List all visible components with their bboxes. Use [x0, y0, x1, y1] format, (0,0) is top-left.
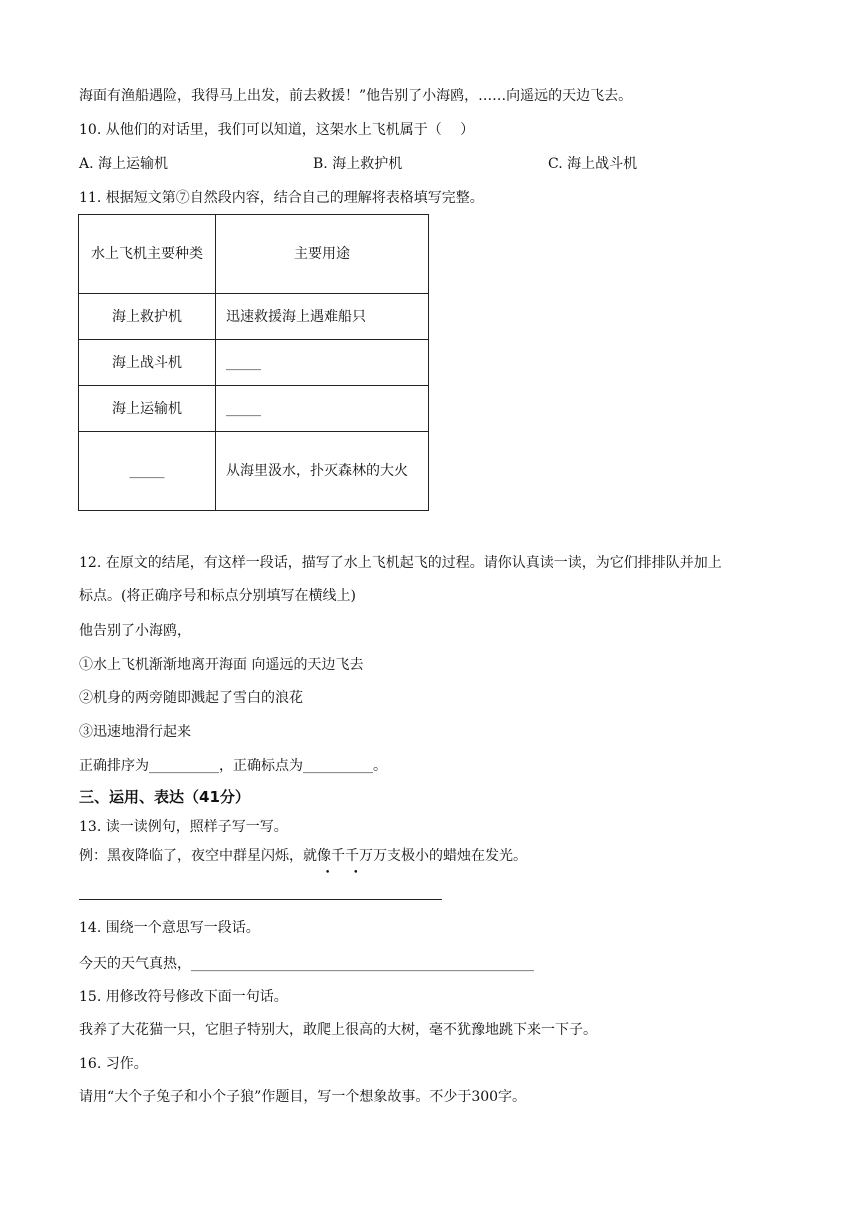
q13-stem: 13. 读一读例句，照样子写一写。	[79, 819, 288, 835]
table-blank[interactable]: _____	[79, 432, 216, 511]
table-cell: 迅速救援海上遇难船只	[216, 294, 429, 340]
q15-stem: 15. 用修改符号修改下面一句话。	[79, 989, 288, 1005]
q12-item-3: ③迅速地滑行起来	[79, 724, 191, 740]
q15-sentence: 我养了大花猫一只，它胆子特别大，敢爬上很高的大树，毫不犹豫地跳下来一下子。	[79, 1022, 597, 1038]
q12-answer-line[interactable]: 正确排序为__________，正确标点为__________。	[79, 758, 387, 774]
q13-answer-rule[interactable]	[79, 899, 442, 900]
passage-tail-line: 海面有渔船遇险，我得马上出发，前去救援！”他告别了小海鸥，……向遥远的天边飞去。	[79, 88, 633, 104]
table-cell: 从海里汲水，扑灭森林的大火	[216, 432, 429, 511]
q11-stem: 11. 根据短文第⑦自然段内容，结合自己的理解将表格填写完整。	[79, 190, 484, 206]
table-row	[79, 294, 429, 340]
q16-stem: 16. 习作。	[79, 1056, 148, 1072]
table-row	[79, 340, 429, 386]
section3-title: 三、运用、表达（41分）	[79, 788, 250, 806]
table-row	[79, 432, 429, 511]
emphasis-dots: • •	[325, 868, 369, 878]
q14-prompt[interactable]: 今天的天气真热，_________________________________________________	[79, 956, 534, 972]
table-cell: 海上战斗机	[79, 340, 216, 386]
table-blank[interactable]: _____	[216, 340, 429, 386]
q10-option-b: B. 海上救护机	[313, 156, 403, 172]
q10-stem: 10. 从他们的对话里，我们可以知道，这架水上飞机属于（ ）	[79, 122, 475, 138]
q13-example: 例：黑夜降临了，夜空中群星闪烁，就像千千万万支极小的蜡烛在发光。	[79, 848, 527, 864]
table-row	[79, 386, 429, 432]
q14-stem: 14. 围绕一个意思写一段话。	[79, 920, 260, 936]
table-header-type: 水上飞机主要种类	[79, 215, 216, 294]
table-blank[interactable]: _____	[216, 386, 429, 432]
q10-option-c: C. 海上战斗机	[548, 156, 638, 172]
q12-lead: 他告别了小海鸥，	[79, 623, 191, 639]
q12-item-2: ②机身的两旁随即溅起了雪白的浪花	[79, 690, 303, 706]
q16-prompt: 请用“大个子兔子和小个子狼”作题目，写一个想象故事。不少于300字。	[79, 1089, 527, 1105]
table-cell: 海上运输机	[79, 386, 216, 432]
q12-stem-line1: 12. 在原文的结尾，有这样一段话，描写了水上飞机起飞的过程。请你认真读一读，为它们排排队并加上	[79, 555, 722, 571]
q12-item-1: ①水上飞机渐渐地离开海面 向遥远的天边飞去	[79, 657, 364, 673]
q10-option-a: A. 海上运输机	[79, 156, 169, 172]
table-cell: 海上救护机	[79, 294, 216, 340]
table-header-use: 主要用途	[216, 215, 429, 294]
q11-table	[78, 214, 429, 511]
q12-stem-line2: 标点。(将正确序号和标点分别填写在横线上)	[79, 588, 356, 604]
table-header-row	[79, 215, 429, 294]
